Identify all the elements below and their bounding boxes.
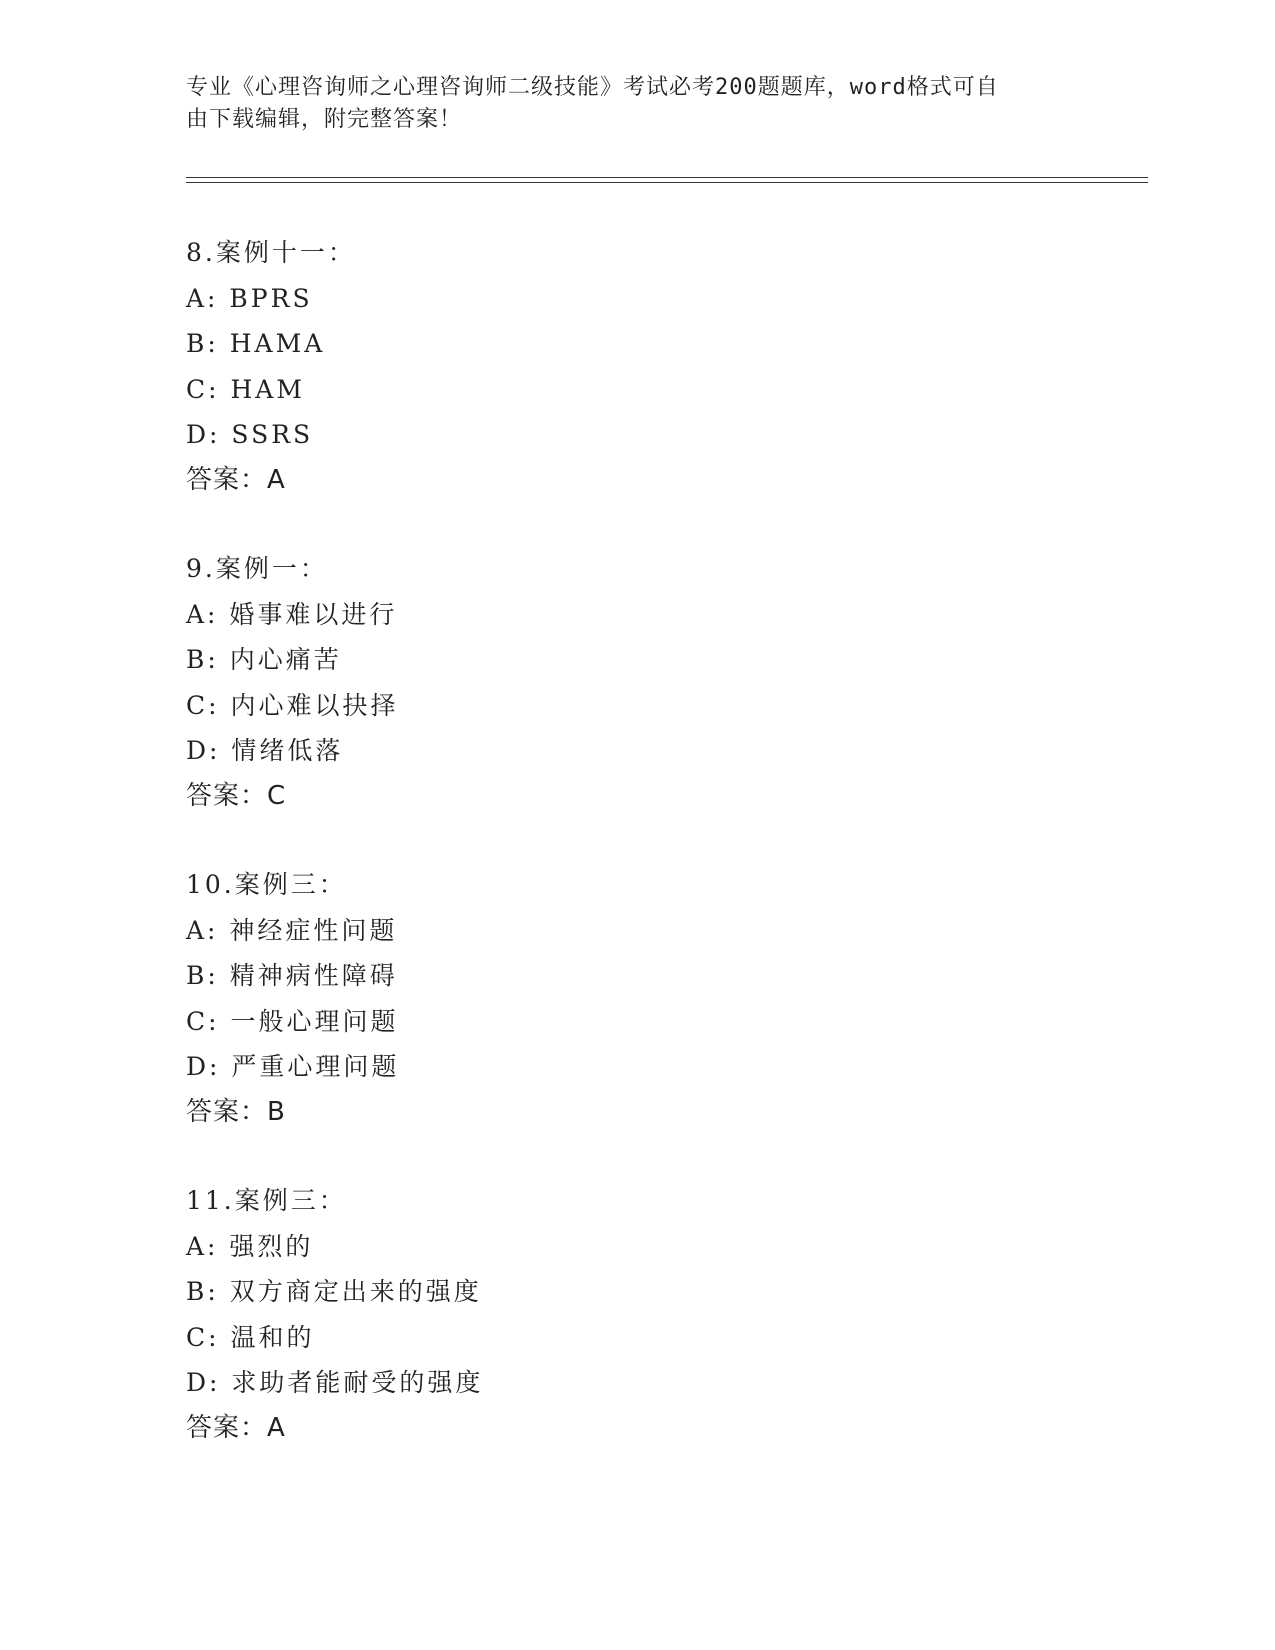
document-header [186, 72, 1066, 136]
option-a: A: 强烈的 [186, 1231, 314, 1261]
option-c: C: 一般心理问题 [186, 1006, 399, 1036]
header-line-1: 专业《心理咨询师之心理咨询师二级技能》考试必考200题题库，word格式可自 [186, 75, 999, 100]
question-stem: 9.案例一： [186, 554, 328, 583]
option-a: A: 婚事难以进行 [186, 599, 398, 629]
question-stem: 8.案例十一： [186, 238, 356, 267]
option-d: D: SSRS [186, 420, 314, 449]
option-d: D: 求助者能耐受的强度 [186, 1368, 484, 1397]
answer-line: 答案：A [186, 1412, 286, 1443]
option-b: B: HAMA [186, 329, 326, 358]
option-a: A: BPRS [186, 283, 313, 313]
option-b: B: 双方商定出来的强度 [186, 1277, 482, 1306]
option-c: C: 内心难以抉择 [186, 690, 399, 720]
option-d: D: 情绪低落 [186, 736, 344, 765]
option-d: D: 严重心理问题 [186, 1052, 400, 1081]
option-c: C: HAM [186, 374, 305, 404]
option-a: A: 神经症性问题 [186, 915, 398, 945]
question-block [186, 1178, 986, 1451]
header-divider-top [186, 177, 1148, 178]
answer-line: 答案：B [186, 1096, 286, 1127]
header-line-2: 由下载编辑，附完整答案！ [186, 107, 463, 132]
option-c: C: 温和的 [186, 1322, 315, 1352]
answer-line: 答案：A [186, 464, 286, 495]
answer-line: 答案：C [186, 780, 287, 811]
question-stem: 10.案例三： [186, 870, 347, 899]
question-block [186, 862, 986, 1135]
question-block [186, 230, 986, 503]
option-b: B: 精神病性障碍 [186, 961, 398, 990]
question-stem: 11.案例三： [186, 1186, 347, 1215]
question-block [186, 546, 986, 819]
header-divider-bottom [186, 182, 1148, 183]
option-b: B: 内心痛苦 [186, 645, 342, 674]
